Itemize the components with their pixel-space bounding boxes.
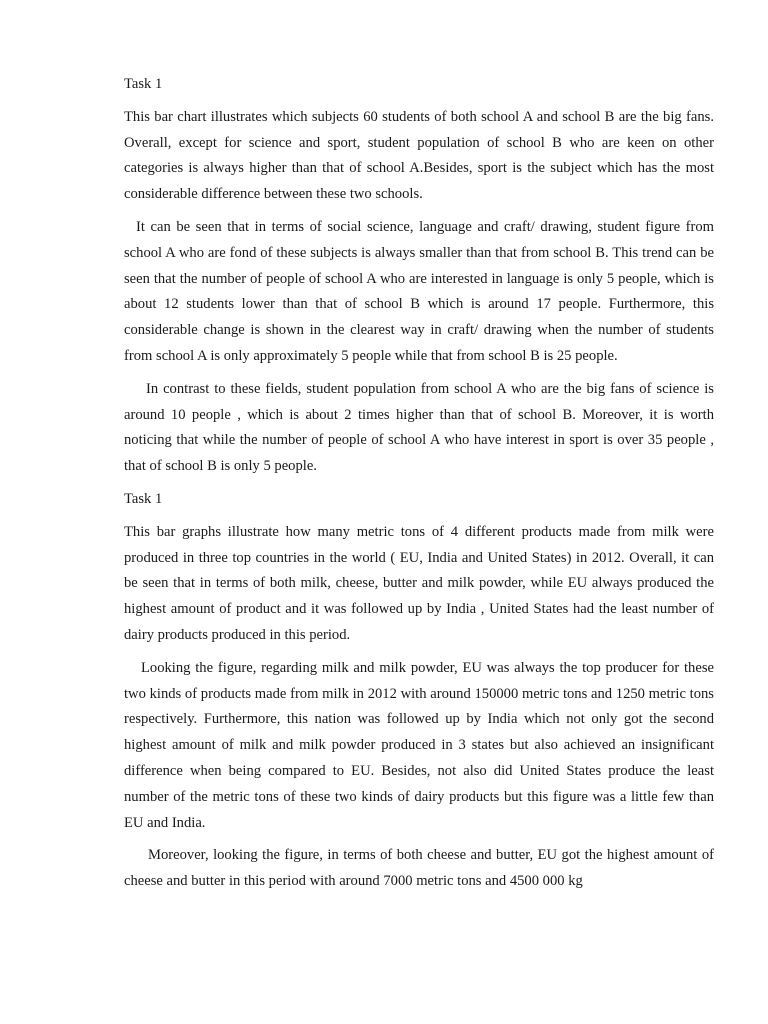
section-1-paragraph-3: In contrast to these fields, student population from school A who are the big fans of science is around 10 people , which is about 2 times higher than that of school B. Moreover, it is worth noticing that while the number of people of school A who have interest in sport is over 35 people , that of school B is only 5 people.: [124, 380, 714, 475]
section-1-heading: Task 1: [124, 76, 163, 92]
section-1-paragraph-2: It can be seen that in terms of social science, language and craft/ drawing, student figure from school A who are fond of these subjects is always smaller than that from school B. This trend can be seen that the number of people of school A who are interested in language is only 5 people, which is about 12 students lower than that of school B which is around 17 people. Furthermore, this considerable change is shown in the clearest way in craft/ drawing when the number of students from school A is only approximately 5 people while that from school B is 25 people.: [124, 218, 714, 364]
section-2-heading: Task 1: [124, 490, 163, 507]
section-2-paragraph-2: Looking the figure, regarding milk and milk powder, EU was always the top producer for these two kinds of products made from milk in 2012 with around 150000 metric tons and 1250 metric tons respectively. Furthermore, this nation was followed up by India which not only got the second highest amount of milk and milk powder produced in 3 states but also achieved an insignificant difference when being compared to EU. Besides, not also did United States produce the least number of the metric tons of these two kinds of dairy products but this figure was a little few than EU and India.: [124, 659, 714, 831]
section-1-paragraph-1: This bar chart illustrates which subjects 60 students of both school A and school B are the big fans. Overall, except for science and sport, student population of school B who are keen on other categories is always higher than that of school A.Besides, sport is the subject which has the most considerable difference between these two schools.: [124, 108, 714, 203]
section-2-paragraph-1: This bar graphs illustrate how many metric tons of 4 different products made from milk were produced in three top countries in the world ( EU, India and United States) in 2012. Overall, it can be seen that in terms of both milk, cheese, butter and milk powder, while EU always produced the highest amount of product and it was followed up by India , United States had the least number of dairy products produced in this period.: [124, 523, 714, 643]
document-body: [124, 72, 714, 902]
section-2-paragraph-3: Moreover, looking the figure, in terms of both cheese and butter, EU got the highest amount of cheese and butter in this period with around 7000 metric tons and 4500 000 kg: [124, 847, 714, 890]
